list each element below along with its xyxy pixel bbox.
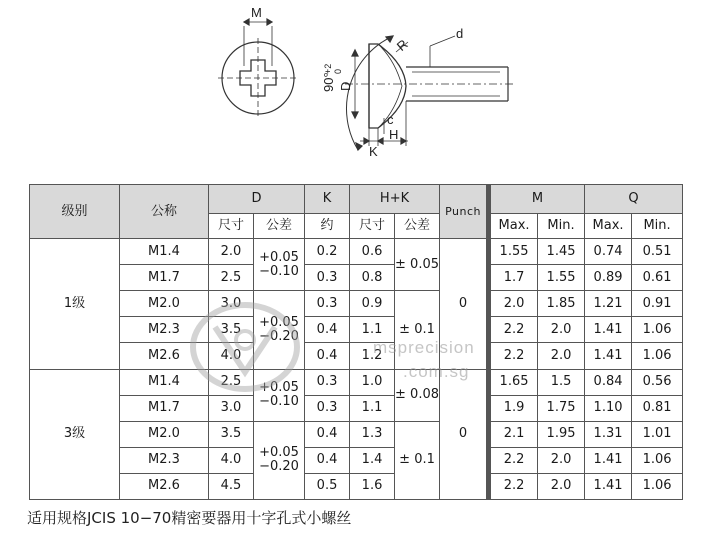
m-max-cell: 1.65 [489, 369, 538, 395]
hk-tolerance-cell: ± 0.08 [395, 369, 440, 421]
k-cell: 0.3 [305, 369, 350, 395]
d-tolerance-cell [254, 421, 305, 499]
m-min-cell: 1.95 [538, 421, 585, 447]
m-max-cell: 2.0 [489, 291, 538, 317]
d-cell: 3.0 [209, 291, 254, 317]
hk-cell: 1.1 [350, 395, 395, 421]
nominal-cell: M2.0 [120, 291, 209, 317]
caption: 适用规格JCIS 10−70精密要器用十字孔式小螺丝 [27, 509, 352, 527]
table-row [30, 239, 683, 265]
table-row [30, 473, 683, 499]
q-max-cell: 0.89 [585, 265, 632, 291]
header-d-size: 尺寸 [209, 214, 254, 239]
label-r: R [393, 36, 411, 54]
k-cell: 0.3 [305, 291, 350, 317]
label-d-small: d [456, 26, 464, 41]
d-tolerance-cell [254, 239, 305, 291]
q-max-cell: 1.21 [585, 291, 632, 317]
q-min-cell: 1.06 [632, 317, 683, 343]
q-min-cell: 1.06 [632, 343, 683, 369]
d-tolerance-lower: −0.10 [259, 263, 299, 279]
m-max-cell: 2.2 [489, 447, 538, 473]
header-m-max: Max. [489, 214, 538, 239]
watermark-line2: .com.sg [403, 362, 470, 381]
d-cell: 2.5 [209, 369, 254, 395]
k-cell: 0.4 [305, 317, 350, 343]
header-k: K [305, 185, 350, 214]
nominal-cell: M1.4 [120, 239, 209, 265]
watermark-line1: msprecision [373, 338, 475, 357]
table-row [30, 291, 683, 317]
d-tolerance-upper: +0.05 [259, 249, 299, 265]
nominal-cell: M2.3 [120, 447, 209, 473]
d-cell: 4.0 [209, 447, 254, 473]
label-angle: 90° [321, 72, 336, 92]
d-cell: 4.0 [209, 343, 254, 369]
label-d-big: D [338, 81, 353, 91]
header-hk: H+K [350, 185, 440, 214]
header-m: M [489, 185, 585, 214]
q-max-cell: 0.74 [585, 239, 632, 265]
d-cell: 3.0 [209, 395, 254, 421]
table-row [30, 265, 683, 291]
k-cell: 0.3 [305, 265, 350, 291]
m-max-cell: 2.1 [489, 421, 538, 447]
grade-cell: 3级 [30, 369, 120, 499]
d-cell: 2.5 [209, 265, 254, 291]
header-d: D [209, 185, 305, 214]
label-angle-tol-upper: +2 [323, 63, 333, 74]
nominal-cell: M1.7 [120, 395, 209, 421]
m-min-cell: 1.85 [538, 291, 585, 317]
m-max-cell: 2.2 [489, 317, 538, 343]
header-q: Q [585, 185, 683, 214]
header-hk-size: 尺寸 [350, 214, 395, 239]
nominal-cell: M1.7 [120, 265, 209, 291]
hk-tolerance-cell: ± 0.1 [395, 291, 440, 369]
nominal-cell: M1.4 [120, 369, 209, 395]
label-m: M [251, 5, 262, 20]
screw-drawing [0, 0, 725, 180]
hk-cell: 0.8 [350, 265, 395, 291]
screw-side-view [345, 36, 515, 150]
m-min-cell: 2.0 [538, 317, 585, 343]
nominal-cell: M2.6 [120, 473, 209, 499]
nominal-cell: M2.0 [120, 421, 209, 447]
hk-cell: 1.0 [350, 369, 395, 395]
d-tolerance-lower: −0.20 [259, 328, 299, 344]
q-max-cell: 0.84 [585, 369, 632, 395]
header-hk-tolerance: 公差 [395, 214, 440, 239]
header-grade: 级别 [30, 185, 120, 239]
q-max-cell: 1.10 [585, 395, 632, 421]
table-row [30, 317, 683, 343]
head-top-view [218, 19, 298, 118]
q-max-cell: 1.41 [585, 343, 632, 369]
table-row [30, 343, 683, 369]
m-min-cell: 2.0 [538, 447, 585, 473]
d-tolerance-upper: +0.05 [259, 314, 299, 330]
q-min-cell: 0.56 [632, 369, 683, 395]
table-row [30, 369, 683, 395]
q-max-cell: 1.31 [585, 421, 632, 447]
q-min-cell: 1.06 [632, 447, 683, 473]
m-min-cell: 2.0 [538, 473, 585, 499]
m-min-cell: 1.55 [538, 265, 585, 291]
m-min-cell: 1.5 [538, 369, 585, 395]
header-m-min: Min. [538, 214, 585, 239]
d-tolerance-upper: +0.05 [259, 380, 299, 396]
grade-cell: 1级 [30, 239, 120, 369]
table-row [30, 421, 683, 447]
m-max-cell: 1.55 [489, 239, 538, 265]
d-tolerance-upper: +0.05 [259, 445, 299, 461]
q-min-cell: 0.61 [632, 265, 683, 291]
d-cell: 3.5 [209, 317, 254, 343]
d-cell: 3.5 [209, 421, 254, 447]
hk-cell: 1.4 [350, 447, 395, 473]
d-cell: 4.5 [209, 473, 254, 499]
k-cell: 0.4 [305, 447, 350, 473]
d-tolerance-cell [254, 369, 305, 421]
table-row [30, 447, 683, 473]
q-min-cell: 0.91 [632, 291, 683, 317]
k-cell: 0.3 [305, 395, 350, 421]
hk-cell: 1.2 [350, 343, 395, 369]
header-k-approx: 约 [305, 214, 350, 239]
q-min-cell: 1.01 [632, 421, 683, 447]
hk-cell: 0.6 [350, 239, 395, 265]
header-q-max: Max. [585, 214, 632, 239]
m-min-cell: 2.0 [538, 343, 585, 369]
k-cell: 0.5 [305, 473, 350, 499]
hk-cell: 1.1 [350, 317, 395, 343]
label-angle-tol-lower: 0 [333, 68, 343, 74]
m-max-cell: 2.2 [489, 473, 538, 499]
k-cell: 0.4 [305, 343, 350, 369]
nominal-cell: M2.3 [120, 317, 209, 343]
q-max-cell: 1.41 [585, 473, 632, 499]
table-row [30, 395, 683, 421]
punch-cell: 0 [440, 239, 489, 369]
d-tolerance-cell [254, 291, 305, 369]
m-min-cell: 1.75 [538, 395, 585, 421]
spec-table [29, 184, 683, 500]
d-cell: 2.0 [209, 239, 254, 265]
m-max-cell: 1.9 [489, 395, 538, 421]
punch-cell: 0 [440, 369, 489, 499]
k-cell: 0.4 [305, 421, 350, 447]
m-max-cell: 1.7 [489, 265, 538, 291]
header-punch: Punch [440, 185, 489, 239]
d-tolerance-lower: −0.20 [259, 459, 299, 475]
d-tolerance-lower: −0.10 [259, 394, 299, 410]
label-h: H [389, 127, 399, 142]
label-c: c [387, 112, 394, 127]
nominal-cell: M2.6 [120, 343, 209, 369]
header-q-min: Min. [632, 214, 683, 239]
m-min-cell: 1.45 [538, 239, 585, 265]
hk-cell: 0.9 [350, 291, 395, 317]
q-min-cell: 0.51 [632, 239, 683, 265]
q-max-cell: 1.41 [585, 447, 632, 473]
m-max-cell: 2.2 [489, 343, 538, 369]
header-d-tolerance: 公差 [254, 214, 305, 239]
header-nominal: 公称 [120, 185, 209, 239]
hk-cell: 1.3 [350, 421, 395, 447]
hk-cell: 1.6 [350, 473, 395, 499]
label-k: K [369, 144, 378, 159]
hk-tolerance-cell: ± 0.05 [395, 239, 440, 291]
q-max-cell: 1.41 [585, 317, 632, 343]
q-min-cell: 1.06 [632, 473, 683, 499]
q-min-cell: 0.81 [632, 395, 683, 421]
hk-tolerance-cell: ± 0.1 [395, 421, 440, 499]
k-cell: 0.2 [305, 239, 350, 265]
